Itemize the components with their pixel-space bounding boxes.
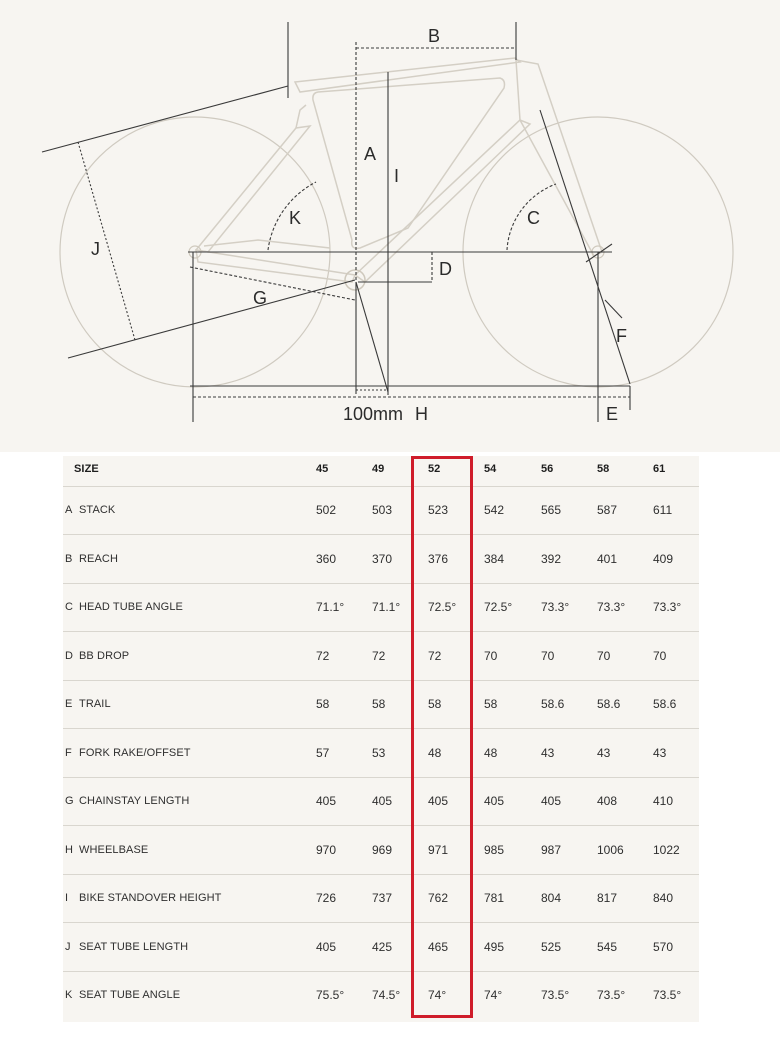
row-letter: E: [65, 698, 73, 710]
row-name: REACH: [79, 552, 119, 565]
table-cell: 762: [428, 891, 449, 905]
table-cell: 405: [541, 794, 562, 808]
table-row: [63, 535, 699, 584]
table-cell: 817: [597, 891, 618, 905]
table-cell: 48: [428, 745, 442, 760]
row-letter: C: [65, 601, 73, 613]
table-cell: 74°: [484, 988, 503, 1002]
table-cell: 70: [541, 648, 555, 663]
table-cell: 48: [484, 745, 498, 760]
table-row: [63, 923, 699, 972]
table-cell: 840: [653, 891, 674, 905]
table-cell: 74.5°: [372, 988, 401, 1002]
table-cell: 985: [484, 842, 505, 857]
size-52-highlight: [411, 456, 473, 1018]
row-name: WHEELBASE: [79, 843, 149, 856]
table-cell: 72: [372, 648, 386, 663]
table-cell: 971: [428, 842, 449, 857]
size-header-cell: 45: [316, 463, 329, 475]
row-letter: A: [65, 504, 73, 516]
size-header-cell: 52: [428, 463, 441, 475]
table-row: [63, 971, 699, 1019]
table-cell: 58: [372, 697, 386, 711]
table-cell: 726: [316, 891, 337, 905]
table-cell: 43: [653, 745, 667, 760]
dimension-lines: [42, 22, 630, 422]
table-header-row: [63, 456, 699, 487]
table-cell: 737: [372, 891, 393, 905]
row-letter: F: [65, 746, 72, 759]
table-cell: 43: [541, 745, 555, 760]
row-name: FORK RAKE/OFFSET: [79, 746, 191, 759]
table-cell: 409: [653, 551, 674, 566]
table-cell: 495: [484, 939, 505, 954]
table-cell: 43: [597, 745, 611, 760]
table-cell: 565: [541, 503, 562, 517]
table-cell: 611: [653, 503, 673, 517]
row-letter: K: [65, 989, 73, 1001]
row-name: BIKE STANDOVER HEIGHT: [79, 892, 222, 904]
row-letter: G: [65, 795, 74, 807]
geometry-table: [63, 456, 699, 1022]
table-cell: 405: [316, 794, 337, 808]
table-cell: 781: [484, 891, 505, 905]
table-cell: 70: [653, 648, 667, 663]
table-row: [63, 826, 699, 875]
table-cell: 1022: [653, 842, 680, 857]
table-cell: 73.3°: [541, 600, 570, 614]
table-cell: 969: [372, 842, 393, 857]
table-cell: 587: [597, 503, 618, 517]
label-F: F: [616, 326, 627, 346]
table-cell: 545: [597, 939, 618, 954]
table-cell: 408: [597, 794, 618, 808]
table-cell: 542: [484, 503, 505, 517]
row-letter: H: [65, 843, 73, 856]
label-E: E: [606, 404, 619, 424]
table-cell: 425: [372, 939, 393, 954]
table-cell: 71.1°: [372, 600, 401, 614]
table-row: [63, 632, 699, 681]
table-cell: 73.3°: [597, 600, 626, 614]
table-cell: 525: [541, 939, 562, 954]
table-cell: 970: [316, 842, 337, 857]
table-row: [63, 680, 699, 729]
table-cell: 523: [428, 503, 449, 517]
table-cell: 58.6: [597, 697, 621, 711]
size-header-cell: 56: [541, 463, 554, 475]
label-100mm: 100mm: [343, 404, 404, 424]
table-cell: 370: [372, 551, 393, 566]
table-row: [63, 874, 699, 923]
table-row: [63, 777, 699, 826]
table-cell: 58: [428, 697, 442, 711]
bike-geometry-svg: [0, 0, 780, 452]
row-name: BB DROP: [79, 649, 130, 662]
row-name: STACK: [79, 504, 116, 516]
table-row: [63, 583, 699, 632]
table-cell: 58: [484, 697, 498, 711]
table-cell: 58.6: [541, 697, 565, 711]
table-cell: 73.5°: [653, 988, 682, 1002]
table-cell: 72: [316, 648, 330, 663]
table-cell: 405: [316, 939, 337, 954]
table-cell: 503: [372, 503, 393, 517]
table-cell: 71.1°: [316, 600, 345, 614]
size-header-cell: 49: [372, 463, 385, 475]
row-letter: D: [65, 649, 73, 662]
table-cell: 410: [653, 794, 674, 808]
row-letter: B: [65, 552, 73, 565]
row-name: CHAINSTAY LENGTH: [79, 795, 190, 807]
table-cell: 73.5°: [597, 988, 626, 1002]
row-name: TRAIL: [79, 698, 111, 710]
table-cell: 70: [484, 648, 498, 663]
table-cell: 405: [372, 794, 393, 808]
table-cell: 53: [372, 745, 386, 760]
size-header-cell: 58: [597, 463, 610, 475]
table-row: [63, 729, 699, 778]
label-C: C: [527, 208, 540, 228]
table-cell: 384: [484, 551, 505, 566]
row-letter: J: [65, 940, 71, 953]
table-cell: 58.6: [653, 697, 677, 711]
label-A: A: [364, 144, 377, 164]
table-cell: 405: [484, 794, 505, 808]
table-cell: 72: [428, 648, 442, 663]
table-row: [63, 486, 699, 535]
table-cell: 58: [316, 697, 330, 711]
table-cell: 360: [316, 551, 337, 566]
table-cell: 405: [428, 794, 449, 808]
size-header: SIZE: [74, 463, 99, 475]
table-cell: 804: [541, 891, 562, 905]
table-cell: 392: [541, 551, 562, 566]
table-cell: 57: [316, 745, 330, 760]
label-I: I: [394, 166, 400, 186]
row-name: SEAT TUBE LENGTH: [79, 940, 189, 953]
table-cell: 376: [428, 551, 449, 566]
label-B: B: [428, 26, 441, 46]
table-cell: 72.5°: [484, 600, 513, 614]
label-D: D: [439, 259, 452, 279]
table-cell: 74°: [428, 988, 447, 1002]
size-header-cell: 54: [484, 463, 497, 475]
table-cell: 987: [541, 842, 562, 857]
table-cell: 73.5°: [541, 988, 570, 1002]
geometry-diagram: [0, 0, 780, 452]
row-name: HEAD TUBE ANGLE: [79, 601, 183, 613]
table-cell: 73.3°: [653, 600, 682, 614]
table-cell: 502: [316, 503, 337, 517]
label-G: G: [253, 288, 268, 308]
table-cell: 72.5°: [428, 600, 457, 614]
label-K: K: [289, 208, 302, 228]
label-J: J: [91, 239, 100, 259]
label-H: H: [415, 404, 428, 424]
table-cell: 75.5°: [316, 988, 345, 1002]
table-cell: 401: [597, 551, 618, 566]
row-letter: I: [65, 892, 69, 904]
size-header-cell: 61: [653, 463, 666, 475]
table-cell: 570: [653, 939, 674, 954]
table-cell: 70: [597, 648, 611, 663]
table-cell: 1006: [597, 842, 624, 857]
table-cell: 465: [428, 939, 449, 954]
row-name: SEAT TUBE ANGLE: [79, 989, 181, 1001]
